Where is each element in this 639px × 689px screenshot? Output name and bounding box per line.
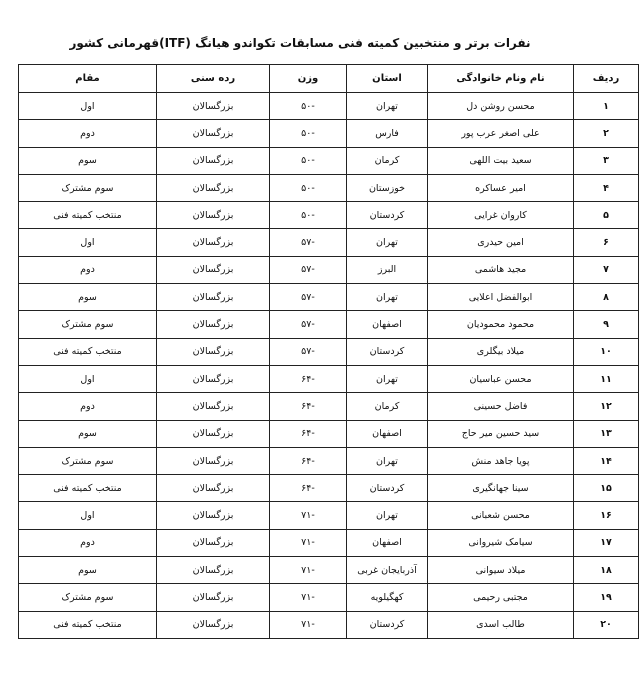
weight-cell: -۵۷ xyxy=(270,284,347,311)
rank-cell: ۶ xyxy=(574,229,639,256)
name-cell: محسن شعبانی xyxy=(428,502,574,529)
province-cell: اصفهان xyxy=(347,529,428,556)
table-row xyxy=(19,584,639,611)
weight-cell: -۶۴ xyxy=(270,365,347,392)
name-cell: ابوالفضل اعلایی xyxy=(428,284,574,311)
rank-cell: ۱۶ xyxy=(574,502,639,529)
name-cell: علی اصغر عرب پور xyxy=(428,120,574,147)
rank-cell: ۵ xyxy=(574,202,639,229)
weight-cell: -۷۱ xyxy=(270,502,347,529)
name-cell: سعید بیت اللهی xyxy=(428,147,574,174)
place-cell: سوم xyxy=(19,284,157,311)
province-cell: فارس xyxy=(347,120,428,147)
place-cell: سوم xyxy=(19,420,157,447)
weight-cell: -۵۰ xyxy=(270,202,347,229)
weight-cell: -۵۰ xyxy=(270,174,347,201)
name-cell: میلاد بیگلری xyxy=(428,338,574,365)
place-cell: منتخب کمیته فنی xyxy=(19,202,157,229)
table-row xyxy=(19,447,639,474)
age-category-cell: بزرگسالان xyxy=(157,393,270,420)
table-body xyxy=(19,93,639,639)
rank-cell: ۱۹ xyxy=(574,584,639,611)
province-cell: کرمان xyxy=(347,393,428,420)
rank-cell: ۱۱ xyxy=(574,365,639,392)
province-cell: کرمان xyxy=(347,147,428,174)
weight-cell: -۷۱ xyxy=(270,557,347,584)
province-cell: تهران xyxy=(347,365,428,392)
weight-cell: -۶۴ xyxy=(270,420,347,447)
age-category-cell: بزرگسالان xyxy=(157,120,270,147)
table-row xyxy=(19,420,639,447)
age-category-cell: بزرگسالان xyxy=(157,584,270,611)
place-cell: دوم xyxy=(19,529,157,556)
name-cell: مجتبی رحیمی xyxy=(428,584,574,611)
age-category-cell: بزرگسالان xyxy=(157,338,270,365)
place-cell: منتخب کمیته فنی xyxy=(19,475,157,502)
weight-cell: -۵۰ xyxy=(270,93,347,120)
rank-cell: ۱۵ xyxy=(574,475,639,502)
name-cell: محسن عباسیان xyxy=(428,365,574,392)
name-cell: پویا جاهد منش xyxy=(428,447,574,474)
province-cell: اصفهان xyxy=(347,311,428,338)
rank-cell: ۱ xyxy=(574,93,639,120)
age-category-cell: بزرگسالان xyxy=(157,284,270,311)
name-cell: فاضل حسینی xyxy=(428,393,574,420)
province-cell: آذربایجان غربی xyxy=(347,557,428,584)
header-province: استان xyxy=(347,65,428,93)
place-cell: اول xyxy=(19,502,157,529)
table-header-row xyxy=(19,65,639,93)
rank-cell: ۱۳ xyxy=(574,420,639,447)
name-cell: مجید هاشمی xyxy=(428,256,574,283)
place-cell: سوم مشترک xyxy=(19,447,157,474)
name-cell: میلاد سیوانی xyxy=(428,557,574,584)
header-name: نام ونام خانوادگی xyxy=(428,65,574,93)
place-cell: دوم xyxy=(19,393,157,420)
age-category-cell: بزرگسالان xyxy=(157,502,270,529)
age-category-cell: بزرگسالان xyxy=(157,93,270,120)
age-category-cell: بزرگسالان xyxy=(157,365,270,392)
table-row xyxy=(19,147,639,174)
age-category-cell: بزرگسالان xyxy=(157,202,270,229)
name-cell: سیامک شیروانی xyxy=(428,529,574,556)
age-category-cell: بزرگسالان xyxy=(157,529,270,556)
age-category-cell: بزرگسالان xyxy=(157,475,270,502)
weight-cell: -۵۷ xyxy=(270,311,347,338)
place-cell: اول xyxy=(19,365,157,392)
table-row xyxy=(19,311,639,338)
place-cell: سوم xyxy=(19,557,157,584)
page-title: نفرات برتر و منتخبین کمیته فنی مسابقات تکواندو هیانگ (ITF)قهرمانی کشور xyxy=(69,36,531,50)
table-row xyxy=(19,256,639,283)
province-cell: البرز xyxy=(347,256,428,283)
rank-cell: ۳ xyxy=(574,147,639,174)
results-table xyxy=(18,64,639,639)
table-row xyxy=(19,557,639,584)
age-category-cell: بزرگسالان xyxy=(157,611,270,638)
province-cell: کردستان xyxy=(347,338,428,365)
rank-cell: ۸ xyxy=(574,284,639,311)
header-weight: وزن xyxy=(270,65,347,93)
weight-cell: -۵۰ xyxy=(270,120,347,147)
header-age-category: رده سنی xyxy=(157,65,270,93)
table-row xyxy=(19,338,639,365)
weight-cell: -۵۷ xyxy=(270,229,347,256)
province-cell: خوزستان xyxy=(347,174,428,201)
place-cell: سوم مشترک xyxy=(19,311,157,338)
table-row xyxy=(19,229,639,256)
weight-cell: -۶۴ xyxy=(270,447,347,474)
weight-cell: -۵۷ xyxy=(270,338,347,365)
name-cell: امیر عساکره xyxy=(428,174,574,201)
table-row xyxy=(19,529,639,556)
table-row xyxy=(19,174,639,201)
place-cell: دوم xyxy=(19,120,157,147)
age-category-cell: بزرگسالان xyxy=(157,147,270,174)
rank-cell: ۹ xyxy=(574,311,639,338)
province-cell: تهران xyxy=(347,447,428,474)
province-cell: کهگیلویه xyxy=(347,584,428,611)
table-row xyxy=(19,284,639,311)
province-cell: کردستان xyxy=(347,475,428,502)
weight-cell: -۶۴ xyxy=(270,475,347,502)
place-cell: منتخب کمیته فنی xyxy=(19,611,157,638)
place-cell: سوم مشترک xyxy=(19,174,157,201)
age-category-cell: بزرگسالان xyxy=(157,447,270,474)
place-cell: سوم xyxy=(19,147,157,174)
province-cell: تهران xyxy=(347,502,428,529)
weight-cell: -۶۴ xyxy=(270,393,347,420)
province-cell: کردستان xyxy=(347,611,428,638)
age-category-cell: بزرگسالان xyxy=(157,256,270,283)
name-cell: محسن روشن دل xyxy=(428,93,574,120)
table-row xyxy=(19,611,639,638)
name-cell: طالب اسدی xyxy=(428,611,574,638)
province-cell: کردستان xyxy=(347,202,428,229)
rank-cell: ۲۰ xyxy=(574,611,639,638)
rank-cell: ۱۲ xyxy=(574,393,639,420)
weight-cell: -۵۷ xyxy=(270,256,347,283)
rank-cell: ۴ xyxy=(574,174,639,201)
place-cell: دوم xyxy=(19,256,157,283)
table-row xyxy=(19,475,639,502)
province-cell: اصفهان xyxy=(347,420,428,447)
place-cell: منتخب کمیته فنی xyxy=(19,338,157,365)
weight-cell: -۷۱ xyxy=(270,611,347,638)
province-cell: تهران xyxy=(347,93,428,120)
age-category-cell: بزرگسالان xyxy=(157,229,270,256)
table-row xyxy=(19,365,639,392)
place-cell: اول xyxy=(19,229,157,256)
rank-cell: ۱۸ xyxy=(574,557,639,584)
place-cell: سوم مشترک xyxy=(19,584,157,611)
table-row xyxy=(19,120,639,147)
weight-cell: -۷۱ xyxy=(270,584,347,611)
age-category-cell: بزرگسالان xyxy=(157,557,270,584)
name-cell: سید حسین میر حاج xyxy=(428,420,574,447)
rank-cell: ۱۷ xyxy=(574,529,639,556)
weight-cell: -۵۰ xyxy=(270,147,347,174)
table-row xyxy=(19,393,639,420)
name-cell: امین حیدری xyxy=(428,229,574,256)
place-cell: اول xyxy=(19,93,157,120)
rank-cell: ۲ xyxy=(574,120,639,147)
weight-cell: -۷۱ xyxy=(270,529,347,556)
name-cell: محمود محمودیان xyxy=(428,311,574,338)
province-cell: تهران xyxy=(347,284,428,311)
name-cell: سینا جهانگیری xyxy=(428,475,574,502)
header-rank: ردیف xyxy=(574,65,639,93)
table-row xyxy=(19,502,639,529)
age-category-cell: بزرگسالان xyxy=(157,174,270,201)
header-place: مقام xyxy=(19,65,157,93)
name-cell: کاروان غرایی xyxy=(428,202,574,229)
age-category-cell: بزرگسالان xyxy=(157,311,270,338)
rank-cell: ۱۰ xyxy=(574,338,639,365)
province-cell: تهران xyxy=(347,229,428,256)
rank-cell: ۷ xyxy=(574,256,639,283)
table-row xyxy=(19,202,639,229)
rank-cell: ۱۴ xyxy=(574,447,639,474)
age-category-cell: بزرگسالان xyxy=(157,420,270,447)
table-row xyxy=(19,93,639,120)
